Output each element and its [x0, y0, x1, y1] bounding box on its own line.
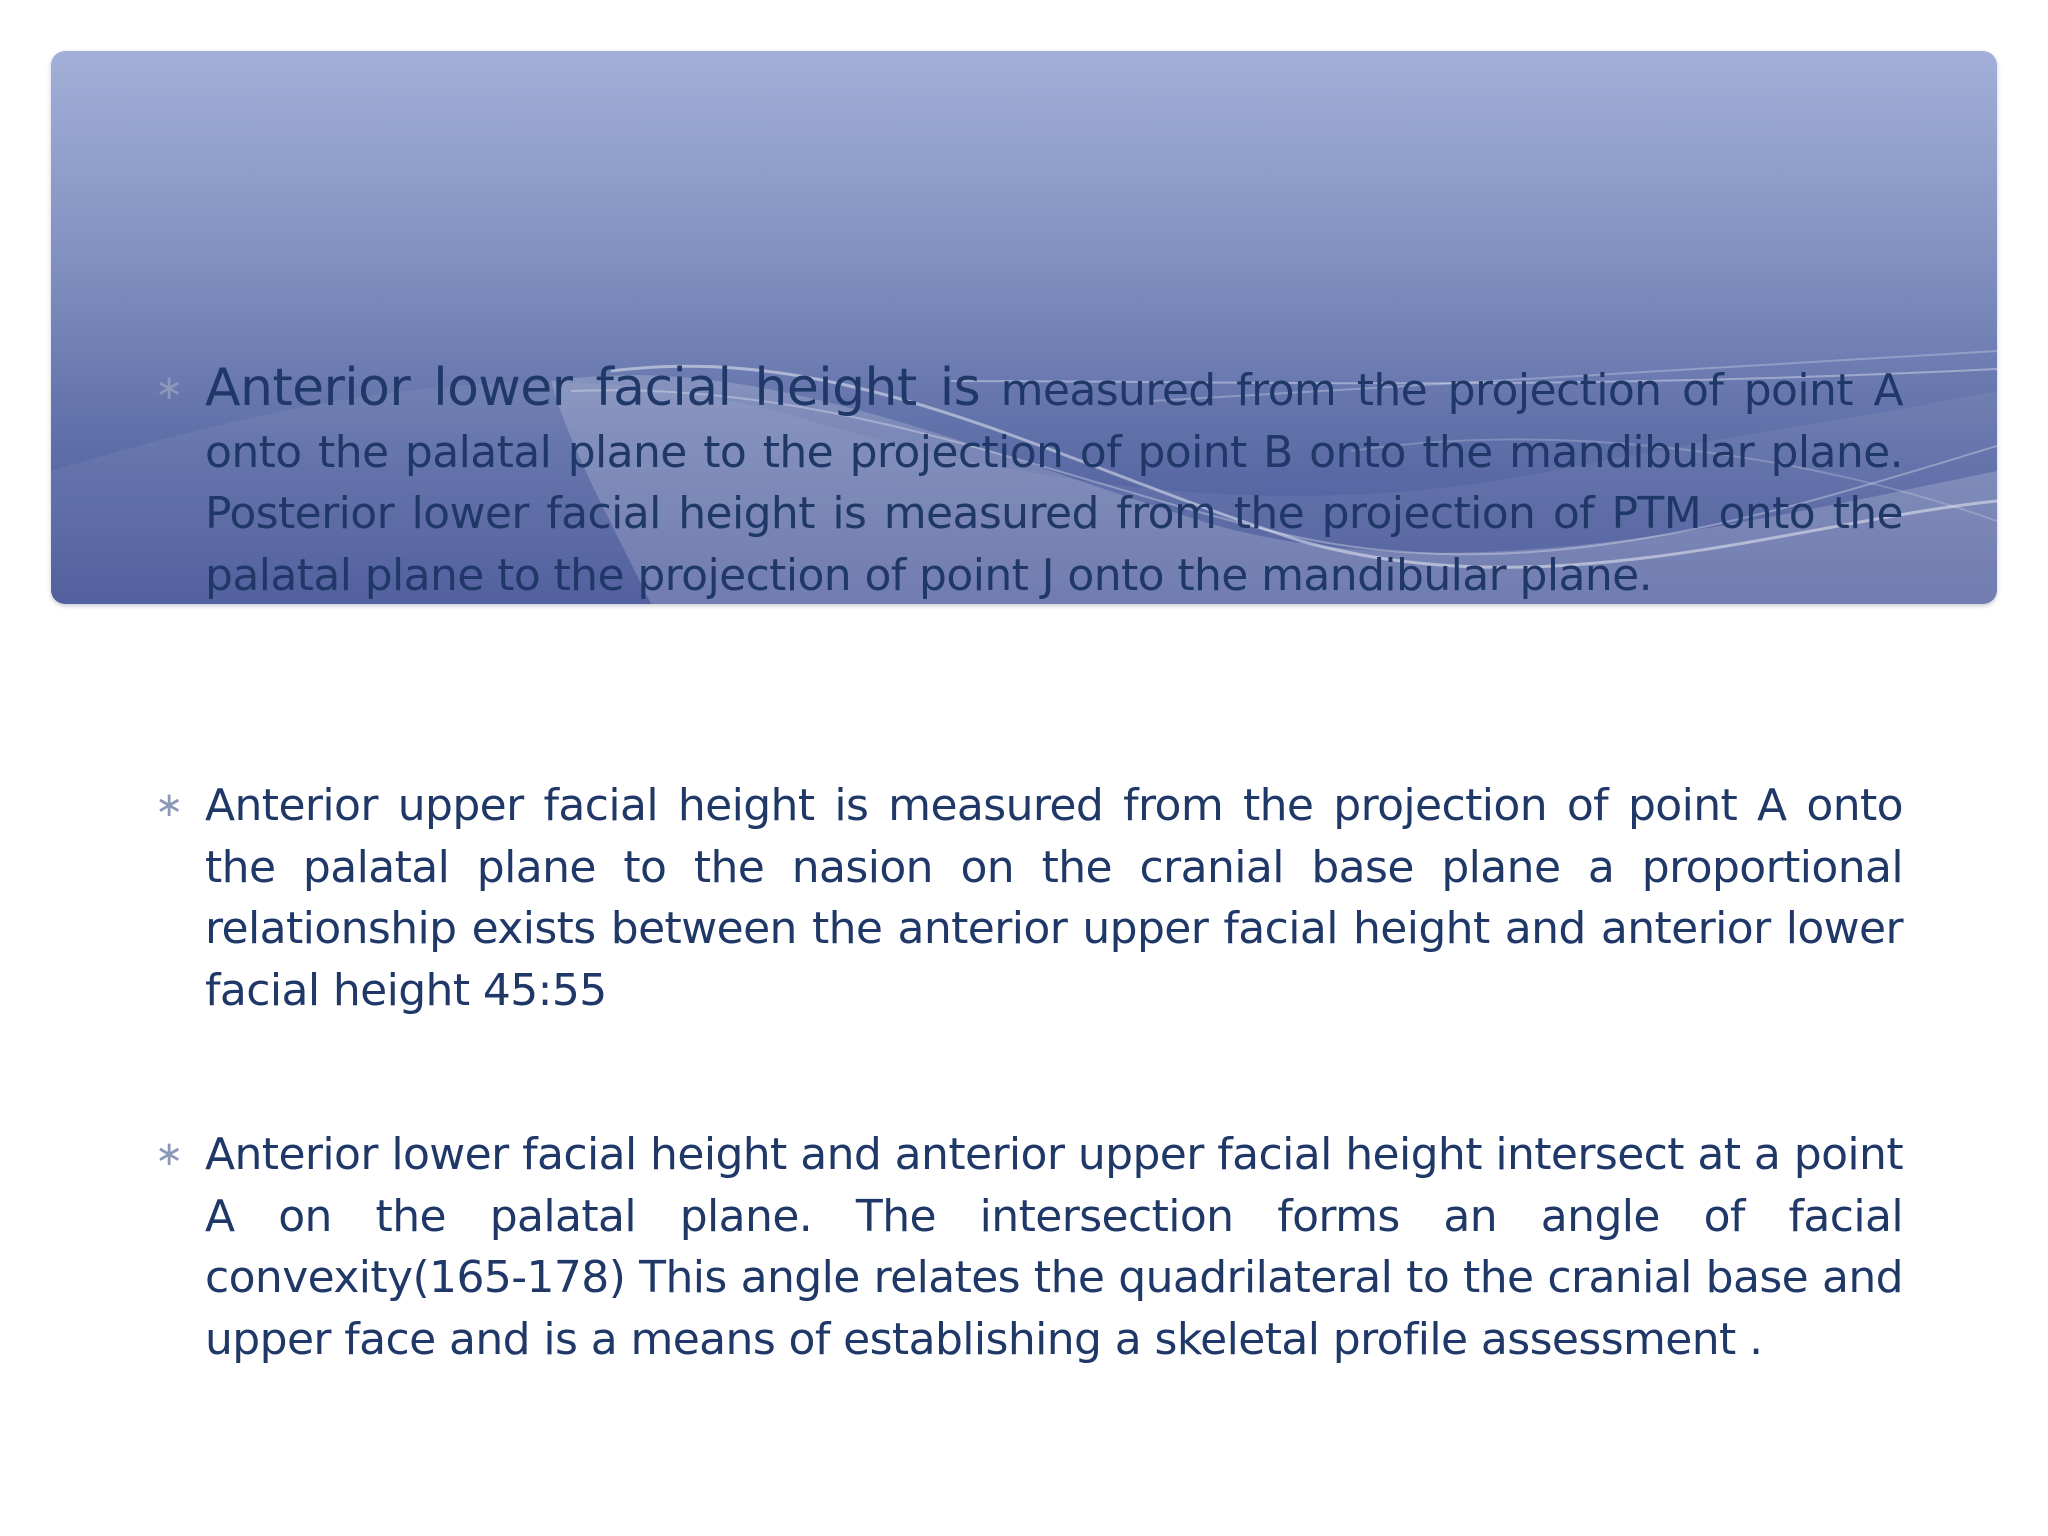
bullet-text: Anterior upper facial height is measured from the projection of point A onto the palatal plane to the nasion on the cranial base plane a proportional relationship exists between the anterior upper facial height and anterior lower facial height 45:55	[205, 780, 1903, 1016]
bullet-lead-text: Anterior lower facial height is	[205, 358, 981, 418]
bullet-item-1	[155, 358, 1903, 606]
bullet-text: measured from the projection of point A onto the palatal plane to the projection of point B onto the mandibular plane. Posterior lower facial height is measured from the projection of PTM onto the palatal plane to the projection of point J onto the mandibular plane.	[205, 365, 1903, 601]
bullet-marker-icon: ∗	[155, 785, 183, 825]
bullet-item-2	[155, 775, 1903, 1021]
bullet-marker-icon: ∗	[155, 368, 183, 408]
bullet-item-3	[155, 1124, 1903, 1370]
bullet-text: Anterior lower facial height and anterior upper facial height intersect at a point A on the palatal plane. The intersection forms an angle of facial convexity(165-178) This angle relates the quadrilateral to the cranial base and upper face and is a means of establishing a skeletal profile assessment .	[205, 1129, 1903, 1365]
bullet-marker-icon: ∗	[155, 1134, 183, 1174]
